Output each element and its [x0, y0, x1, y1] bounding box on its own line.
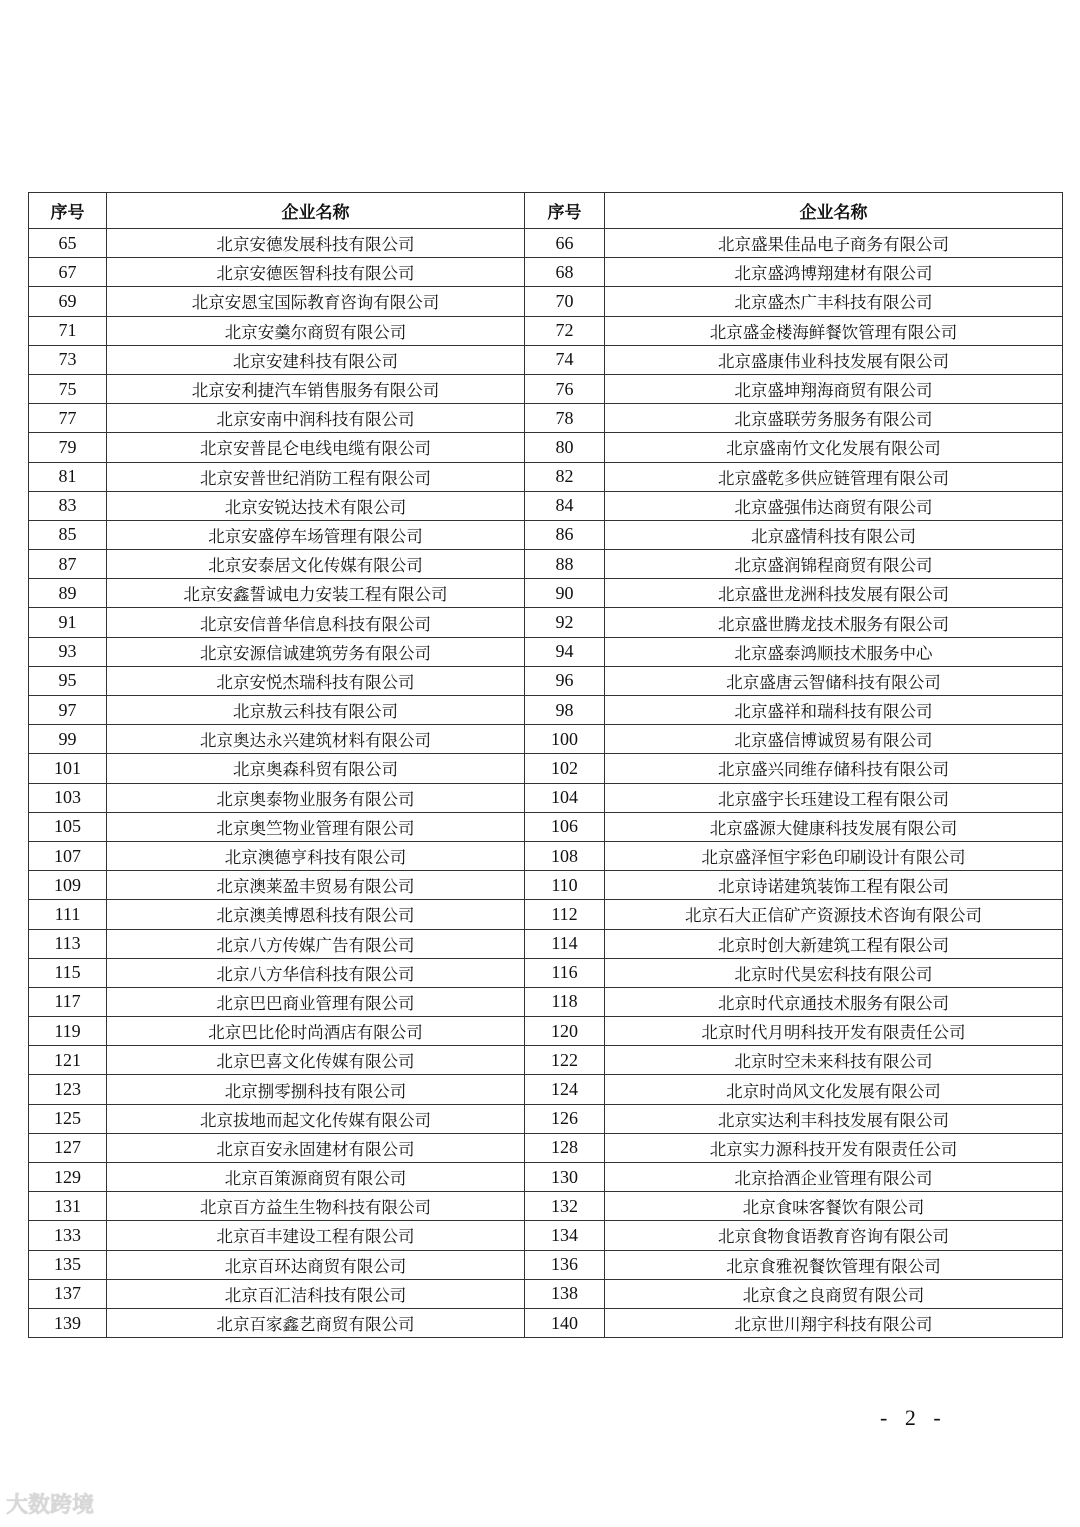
company-right: 北京盛情科技有限公司	[605, 520, 1063, 549]
company-left: 北京百安永固建材有限公司	[107, 1133, 525, 1162]
serial-right: 122	[525, 1046, 605, 1075]
serial-right: 124	[525, 1075, 605, 1104]
company-left: 北京安羹尔商贸有限公司	[107, 316, 525, 345]
table-row	[29, 1221, 1063, 1250]
serial-right: 132	[525, 1192, 605, 1221]
serial-left: 69	[29, 287, 107, 316]
table-body	[29, 229, 1063, 1338]
serial-left: 101	[29, 754, 107, 783]
company-right: 北京食物食语教育咨询有限公司	[605, 1221, 1063, 1250]
company-right: 北京盛信博诚贸易有限公司	[605, 725, 1063, 754]
serial-right: 136	[525, 1250, 605, 1279]
company-left: 北京安恩宝国际教育咨询有限公司	[107, 287, 525, 316]
company-left: 北京百家鑫艺商贸有限公司	[107, 1308, 525, 1337]
table-row	[29, 579, 1063, 608]
company-left: 北京安盛停车场管理有限公司	[107, 520, 525, 549]
company-right: 北京世川翔宇科技有限公司	[605, 1308, 1063, 1337]
serial-left: 81	[29, 462, 107, 491]
company-right: 北京拾酒企业管理有限公司	[605, 1163, 1063, 1192]
header-serial-right: 序号	[525, 193, 605, 229]
page-number: - 2 -	[880, 1405, 947, 1430]
table-row	[29, 900, 1063, 929]
company-left: 北京巴比伦时尚酒店有限公司	[107, 1017, 525, 1046]
company-left: 北京百方益生生物科技有限公司	[107, 1192, 525, 1221]
serial-right: 96	[525, 666, 605, 695]
serial-left: 77	[29, 404, 107, 433]
table-row	[29, 841, 1063, 870]
company-right: 北京时创大新建筑工程有限公司	[605, 929, 1063, 958]
company-left: 北京安德医智科技有限公司	[107, 258, 525, 287]
company-right: 北京盛金楼海鲜餐饮管理有限公司	[605, 316, 1063, 345]
serial-left: 131	[29, 1192, 107, 1221]
serial-left: 113	[29, 929, 107, 958]
company-left: 北京巴巴商业管理有限公司	[107, 987, 525, 1016]
company-left: 北京安泰居文化传媒有限公司	[107, 550, 525, 579]
serial-left: 67	[29, 258, 107, 287]
serial-left: 107	[29, 841, 107, 870]
serial-left: 99	[29, 725, 107, 754]
serial-left: 105	[29, 812, 107, 841]
table-header-row	[29, 193, 1063, 229]
table-row	[29, 345, 1063, 374]
company-left: 北京安利捷汽车销售服务有限公司	[107, 374, 525, 403]
company-left: 北京拔地而起文化传媒有限公司	[107, 1104, 525, 1133]
table-row	[29, 1308, 1063, 1337]
serial-right: 114	[525, 929, 605, 958]
serial-left: 121	[29, 1046, 107, 1075]
company-left: 北京百汇洁科技有限公司	[107, 1279, 525, 1308]
table-row	[29, 404, 1063, 433]
serial-right: 66	[525, 229, 605, 258]
table-row	[29, 491, 1063, 520]
serial-right: 134	[525, 1221, 605, 1250]
serial-right: 106	[525, 812, 605, 841]
company-right: 北京盛源大健康科技发展有限公司	[605, 812, 1063, 841]
company-right: 北京时代月明科技开发有限责任公司	[605, 1017, 1063, 1046]
company-left: 北京澳莱盈丰贸易有限公司	[107, 871, 525, 900]
company-right: 北京石大正信矿产资源技术咨询有限公司	[605, 900, 1063, 929]
company-left: 北京奥达永兴建筑材料有限公司	[107, 725, 525, 754]
serial-right: 126	[525, 1104, 605, 1133]
table-row	[29, 696, 1063, 725]
table-row	[29, 316, 1063, 345]
serial-left: 125	[29, 1104, 107, 1133]
company-left: 北京澳德亨科技有限公司	[107, 841, 525, 870]
company-left: 北京百策源商贸有限公司	[107, 1163, 525, 1192]
serial-right: 68	[525, 258, 605, 287]
header-name-left: 企业名称	[107, 193, 525, 229]
serial-right: 84	[525, 491, 605, 520]
serial-left: 139	[29, 1308, 107, 1337]
company-left: 北京安普世纪消防工程有限公司	[107, 462, 525, 491]
serial-right: 98	[525, 696, 605, 725]
table-row	[29, 374, 1063, 403]
table-row	[29, 958, 1063, 987]
table-row	[29, 1075, 1063, 1104]
serial-right: 92	[525, 608, 605, 637]
table-row	[29, 258, 1063, 287]
company-left: 北京安源信诚建筑劳务有限公司	[107, 637, 525, 666]
company-left: 北京八方传媒广告有限公司	[107, 929, 525, 958]
serial-left: 115	[29, 958, 107, 987]
table-row	[29, 754, 1063, 783]
table-row	[29, 433, 1063, 462]
company-right: 北京盛泰鸿顺技术服务中心	[605, 637, 1063, 666]
serial-right: 86	[525, 520, 605, 549]
company-right: 北京实力源科技开发有限责任公司	[605, 1133, 1063, 1162]
serial-right: 100	[525, 725, 605, 754]
table-row	[29, 725, 1063, 754]
company-right: 北京时空未来科技有限公司	[605, 1046, 1063, 1075]
serial-right: 72	[525, 316, 605, 345]
company-left: 北京奥森科贸有限公司	[107, 754, 525, 783]
serial-left: 109	[29, 871, 107, 900]
serial-left: 75	[29, 374, 107, 403]
serial-right: 90	[525, 579, 605, 608]
serial-right: 116	[525, 958, 605, 987]
company-right: 北京盛果佳品电子商务有限公司	[605, 229, 1063, 258]
header-name-right: 企业名称	[605, 193, 1063, 229]
company-list-table	[28, 192, 1063, 1338]
company-left: 北京奥泰物业服务有限公司	[107, 783, 525, 812]
company-right: 北京盛南竹文化发展有限公司	[605, 433, 1063, 462]
table-row	[29, 1250, 1063, 1279]
company-left: 北京安鑫誓诚电力安装工程有限公司	[107, 579, 525, 608]
serial-right: 120	[525, 1017, 605, 1046]
serial-right: 74	[525, 345, 605, 374]
company-left: 北京安德发展科技有限公司	[107, 229, 525, 258]
table-row	[29, 783, 1063, 812]
company-right: 北京诗诺建筑装饰工程有限公司	[605, 871, 1063, 900]
company-right: 北京盛世龙洲科技发展有限公司	[605, 579, 1063, 608]
company-left: 北京澳美博恩科技有限公司	[107, 900, 525, 929]
table-row	[29, 1279, 1063, 1308]
company-right: 北京食味客餐饮有限公司	[605, 1192, 1063, 1221]
table-row	[29, 1192, 1063, 1221]
table-row	[29, 987, 1063, 1016]
company-right: 北京盛强伟达商贸有限公司	[605, 491, 1063, 520]
serial-right: 140	[525, 1308, 605, 1337]
serial-right: 112	[525, 900, 605, 929]
serial-left: 79	[29, 433, 107, 462]
table-row	[29, 1163, 1063, 1192]
serial-left: 93	[29, 637, 107, 666]
table-row	[29, 1104, 1063, 1133]
serial-right: 76	[525, 374, 605, 403]
company-right: 北京盛世腾龙技术服务有限公司	[605, 608, 1063, 637]
serial-left: 87	[29, 550, 107, 579]
table-row	[29, 871, 1063, 900]
serial-right: 102	[525, 754, 605, 783]
table-row	[29, 608, 1063, 637]
company-left: 北京安信普华信息科技有限公司	[107, 608, 525, 637]
serial-right: 94	[525, 637, 605, 666]
company-right: 北京盛润锦程商贸有限公司	[605, 550, 1063, 579]
company-left: 北京百环达商贸有限公司	[107, 1250, 525, 1279]
serial-right: 130	[525, 1163, 605, 1192]
serial-right: 78	[525, 404, 605, 433]
company-right: 北京时代昊宏科技有限公司	[605, 958, 1063, 987]
company-left: 北京安南中润科技有限公司	[107, 404, 525, 433]
company-right: 北京盛联劳务服务有限公司	[605, 404, 1063, 433]
serial-left: 123	[29, 1075, 107, 1104]
serial-left: 111	[29, 900, 107, 929]
table-row	[29, 666, 1063, 695]
company-left: 北京巴喜文化传媒有限公司	[107, 1046, 525, 1075]
company-right: 北京盛祥和瑞科技有限公司	[605, 696, 1063, 725]
serial-left: 89	[29, 579, 107, 608]
serial-left: 133	[29, 1221, 107, 1250]
serial-right: 88	[525, 550, 605, 579]
company-right: 北京盛鸿博翔建材有限公司	[605, 258, 1063, 287]
serial-left: 129	[29, 1163, 107, 1192]
company-left: 北京安普昆仑电线电缆有限公司	[107, 433, 525, 462]
serial-right: 108	[525, 841, 605, 870]
company-right: 北京盛乾多供应链管理有限公司	[605, 462, 1063, 491]
serial-right: 82	[525, 462, 605, 491]
company-left: 北京八方华信科技有限公司	[107, 958, 525, 987]
table-row	[29, 229, 1063, 258]
serial-left: 65	[29, 229, 107, 258]
company-left: 北京敖云科技有限公司	[107, 696, 525, 725]
company-right: 北京时代京通技术服务有限公司	[605, 987, 1063, 1016]
company-right: 北京盛兴同维存储科技有限公司	[605, 754, 1063, 783]
serial-left: 103	[29, 783, 107, 812]
serial-right: 110	[525, 871, 605, 900]
serial-left: 83	[29, 491, 107, 520]
company-right: 北京盛唐云智储科技有限公司	[605, 666, 1063, 695]
table-row	[29, 1017, 1063, 1046]
serial-right: 118	[525, 987, 605, 1016]
table-row	[29, 550, 1063, 579]
company-left: 北京百丰建设工程有限公司	[107, 1221, 525, 1250]
company-left: 北京安锐达技术有限公司	[107, 491, 525, 520]
table-row	[29, 637, 1063, 666]
serial-left: 137	[29, 1279, 107, 1308]
serial-left: 117	[29, 987, 107, 1016]
serial-left: 91	[29, 608, 107, 637]
serial-right: 128	[525, 1133, 605, 1162]
serial-left: 85	[29, 520, 107, 549]
table-row	[29, 812, 1063, 841]
table-row	[29, 1133, 1063, 1162]
header-serial-left: 序号	[29, 193, 107, 229]
table-row	[29, 929, 1063, 958]
company-right: 北京盛坤翔海商贸有限公司	[605, 374, 1063, 403]
serial-left: 135	[29, 1250, 107, 1279]
company-right: 北京实达利丰科技发展有限公司	[605, 1104, 1063, 1133]
table-row	[29, 1046, 1063, 1075]
serial-right: 80	[525, 433, 605, 462]
watermark-logo: 大数跨境	[6, 1493, 95, 1518]
company-right: 北京盛宇长珏建设工程有限公司	[605, 783, 1063, 812]
company-left: 北京安悦杰瑞科技有限公司	[107, 666, 525, 695]
serial-left: 119	[29, 1017, 107, 1046]
table-row	[29, 462, 1063, 491]
serial-left: 97	[29, 696, 107, 725]
company-right: 北京食之良商贸有限公司	[605, 1279, 1063, 1308]
company-right: 北京时尚风文化发展有限公司	[605, 1075, 1063, 1104]
company-right: 北京盛杰广丰科技有限公司	[605, 287, 1063, 316]
company-right: 北京盛泽恒宇彩色印刷设计有限公司	[605, 841, 1063, 870]
company-right: 北京食雅祝餐饮管理有限公司	[605, 1250, 1063, 1279]
serial-left: 71	[29, 316, 107, 345]
table-row	[29, 520, 1063, 549]
serial-left: 73	[29, 345, 107, 374]
serial-right: 138	[525, 1279, 605, 1308]
serial-left: 127	[29, 1133, 107, 1162]
company-left: 北京奥竺物业管理有限公司	[107, 812, 525, 841]
serial-right: 70	[525, 287, 605, 316]
company-left: 北京安建科技有限公司	[107, 345, 525, 374]
company-right: 北京盛康伟业科技发展有限公司	[605, 345, 1063, 374]
company-left: 北京捌零捌科技有限公司	[107, 1075, 525, 1104]
serial-left: 95	[29, 666, 107, 695]
table-row	[29, 287, 1063, 316]
serial-right: 104	[525, 783, 605, 812]
